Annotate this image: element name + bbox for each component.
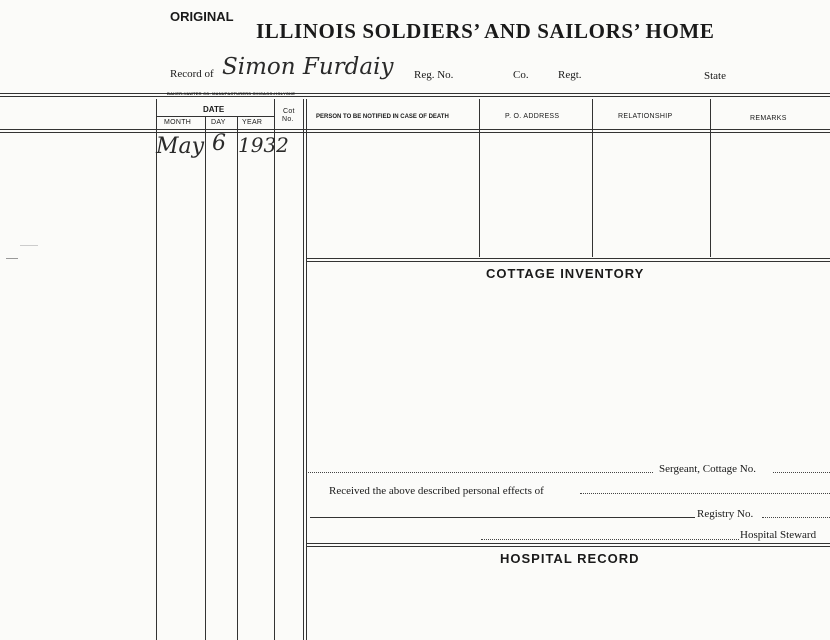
reg-no-label: Reg. No. <box>414 69 454 81</box>
header-rule <box>0 129 830 130</box>
regt-label: Regt. <box>558 69 582 81</box>
cot-header: Cot <box>283 108 295 115</box>
margin-mark <box>6 258 18 259</box>
entry-year: 1932 <box>238 133 289 157</box>
col-line-remarks <box>710 99 711 257</box>
original-label: ORIGINAL <box>170 9 234 24</box>
relationship-header: RELATIONSHIP <box>618 113 673 120</box>
month-header: MONTH <box>164 119 192 126</box>
entry-month: May <box>156 134 205 159</box>
col-line-person <box>303 99 304 640</box>
remarks-header: REMARKS <box>750 115 787 122</box>
date-header: DATE <box>203 105 225 114</box>
steward-line <box>481 539 739 540</box>
registry-line <box>310 517 695 518</box>
hospital-rule <box>306 543 830 544</box>
col-line-month <box>156 99 157 640</box>
col-line-year <box>237 116 238 640</box>
received-label: Received the above described personal effects of <box>329 485 544 497</box>
state-label: State <box>704 70 726 82</box>
sergeant-label: Sergeant, Cottage No. <box>659 463 756 475</box>
inventory-rule-2 <box>306 261 830 262</box>
entry-day: 6 <box>212 131 226 156</box>
record-of-value: Simon Furdaiy <box>222 54 394 80</box>
hospital-title: HOSPITAL RECORD <box>500 551 640 566</box>
header-rule-2 <box>0 132 830 133</box>
record-of-label: Record of <box>170 68 214 80</box>
top-rule <box>0 93 830 94</box>
year-header: YEAR <box>242 119 263 126</box>
date-underline <box>156 116 274 117</box>
steward-label: Hospital Steward <box>740 529 817 541</box>
inventory-rule <box>306 258 830 259</box>
person-header: PERSON TO BE NOTIFIED IN CASE OF DEATH <box>316 114 449 120</box>
inventory-title: COTTAGE INVENTORY <box>486 266 645 281</box>
cottage-no-line <box>773 472 830 473</box>
col-line-address <box>479 99 480 257</box>
col-line-cot <box>274 99 275 640</box>
margin-mark-2 <box>20 245 38 246</box>
co-label: Co. <box>513 69 529 81</box>
col-line-person-2 <box>306 99 307 640</box>
sergeant-line <box>308 472 653 473</box>
printer-imprint: BAKER-VAWTER CO. MANUFACTURERS CHICAGO-HOLYOKE <box>167 91 296 96</box>
top-rule-2 <box>0 96 830 97</box>
cot-no-header: No. <box>282 116 294 123</box>
col-line-relationship <box>592 99 593 257</box>
received-line <box>580 493 830 494</box>
po-address-header: P. O. ADDRESS <box>505 113 560 120</box>
registry-no-line <box>762 517 830 518</box>
col-line-day <box>205 116 206 640</box>
registry-label: Registry No. <box>697 508 754 520</box>
day-header: DAY <box>211 119 226 126</box>
form-title: ILLINOIS SOLDIERS’ AND SAILORS’ HOME <box>256 19 715 43</box>
hospital-rule-2 <box>306 546 830 547</box>
